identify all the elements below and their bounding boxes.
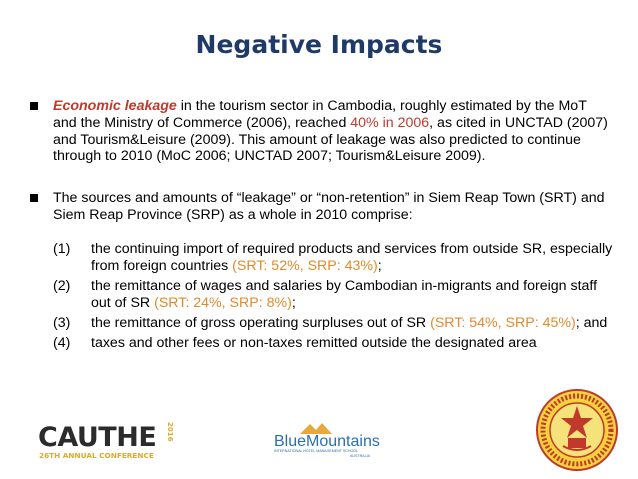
item-tail: ; [377, 258, 382, 274]
item-tail: ; and [575, 315, 608, 331]
item-number: (2) [53, 278, 71, 294]
cauthe-subtitle: 26TH ANNUAL CONFERENCE [39, 451, 154, 460]
list-item [53, 335, 613, 352]
list-item [53, 241, 613, 275]
item-text: the continuing import of required products and services from outside SR, especially from foreign countries [91, 241, 613, 274]
item-number: (3) [53, 315, 71, 331]
item-text: the remittance of gross operating surpluses out of SR [91, 315, 431, 331]
bm-logo-text: BlueMountains [274, 433, 380, 450]
ministry-seal-icon [535, 388, 619, 472]
highlight-40pct: 40% in 2006 [350, 114, 430, 131]
item-text: taxes and other fees or non-taxes remitted outside the designated area [91, 335, 537, 351]
bluemountains-logo [272, 420, 402, 460]
item-number: (1) [53, 241, 71, 257]
bm-subtitle-2: AUSTRALIA [350, 454, 370, 458]
item-highlight: (SRT: 54%, SRP: 45%) [430, 315, 576, 331]
item-highlight: (SRT: 24%, SRP: 8%) [154, 295, 292, 311]
bullet-text [53, 98, 612, 165]
page-title: Negative Impacts [195, 30, 443, 59]
item-tail: ; [291, 295, 296, 311]
sources-list [53, 241, 613, 355]
cauthe-logo-text: CAUTHE [38, 422, 157, 453]
bullet-text-part: , as cited in UNCTAD (2007) and Tourism&Leisure (2009). This amount of leakage was also predicted to continue through to 2010 (MoC 2006; UNCTAD 2007; Tourism&Leisure 2009). [53, 114, 608, 165]
bullet-label: Economic leakage [53, 98, 177, 114]
list-item [53, 315, 613, 332]
item-highlight: (SRT: 52%, SRP: 43%) [232, 258, 378, 274]
bullet-text: The sources and amounts of “leakage” or “non-retention” in Siem Reap Town (SRT) and Siem Reap Province (SRP) as a whole in 2010 comprise: [53, 190, 605, 223]
bullet-text-part: in the tourism sector in Cambodia, roughly estimated by the MoT and the Ministry of Commerce (2006), reached [53, 98, 587, 131]
item-text: the remittance of wages and salaries by Cambodian in-migrants and foreign staff out of SR [91, 278, 598, 311]
bullet-sources [30, 190, 612, 224]
bm-subtitle: INTERNATIONAL HOTEL MANAGEMENT SCHOOL [274, 449, 359, 453]
square-bullet-icon [30, 194, 38, 202]
square-bullet-icon [30, 102, 38, 110]
item-number: (4) [53, 335, 71, 351]
bullet-economic-leakage [30, 98, 612, 165]
cauthe-year: 2016 [166, 422, 174, 442]
cauthe-logo [38, 420, 178, 460]
list-item [53, 278, 613, 312]
